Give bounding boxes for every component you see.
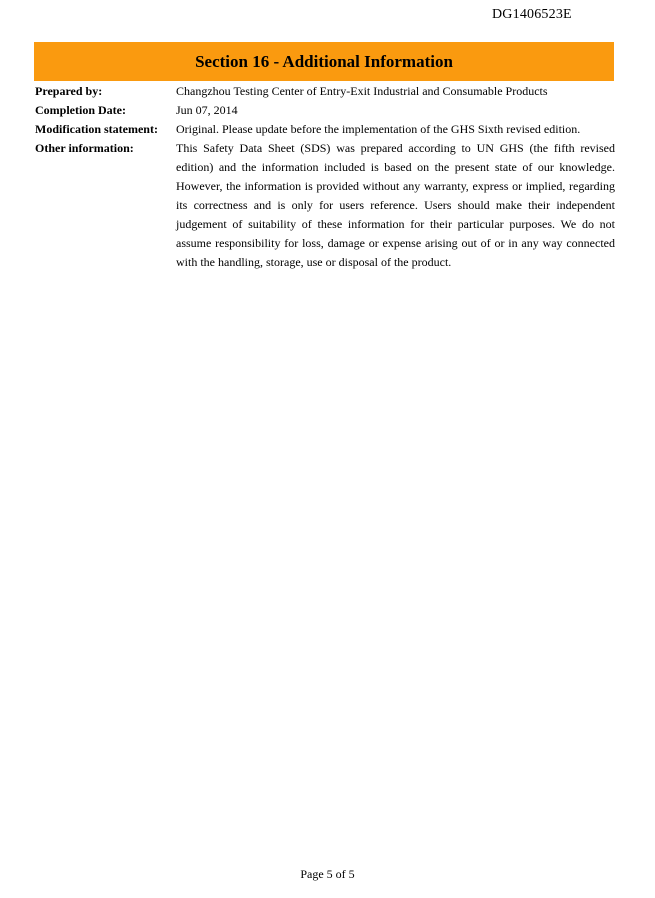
- row-prepared-by: [35, 82, 615, 101]
- prepared-by-label: Prepared by:: [35, 84, 103, 98]
- section-title: Section 16 - Additional Information: [34, 42, 614, 81]
- row-modification-statement: [35, 120, 615, 139]
- other-information-label: Other information:: [35, 141, 134, 155]
- row-other-information: [35, 139, 615, 272]
- prepared-by-value: Changzhou Testing Center of Entry-Exit Industrial and Consumable Products: [176, 84, 548, 98]
- other-information-value: This Safety Data Sheet (SDS) was prepared according to UN GHS (the fifth revised edition) and the information included is based on the present state of our knowledge. However, the information is provided without any warranty, express or implied, regarding its correctness and is only for users reference. Users should make their independent judgement of suitability of these information for their particular purposes. We do not assume responsibility for loss, damage or expense arising out of or in any way connected with the handling, storage, use or disposal of the product.: [176, 141, 615, 269]
- document-id: DG1406523E: [492, 7, 572, 22]
- info-table: [35, 82, 615, 272]
- modification-statement-value: Original. Please update before the implementation of the GHS Sixth revised edition.: [176, 122, 581, 136]
- completion-date-value: Jun 07, 2014: [176, 103, 238, 117]
- row-completion-date: [35, 101, 615, 120]
- page-number: Page 5 of 5: [300, 867, 355, 881]
- modification-statement-label: Modification statement:: [35, 122, 158, 136]
- completion-date-label: Completion Date:: [35, 103, 126, 117]
